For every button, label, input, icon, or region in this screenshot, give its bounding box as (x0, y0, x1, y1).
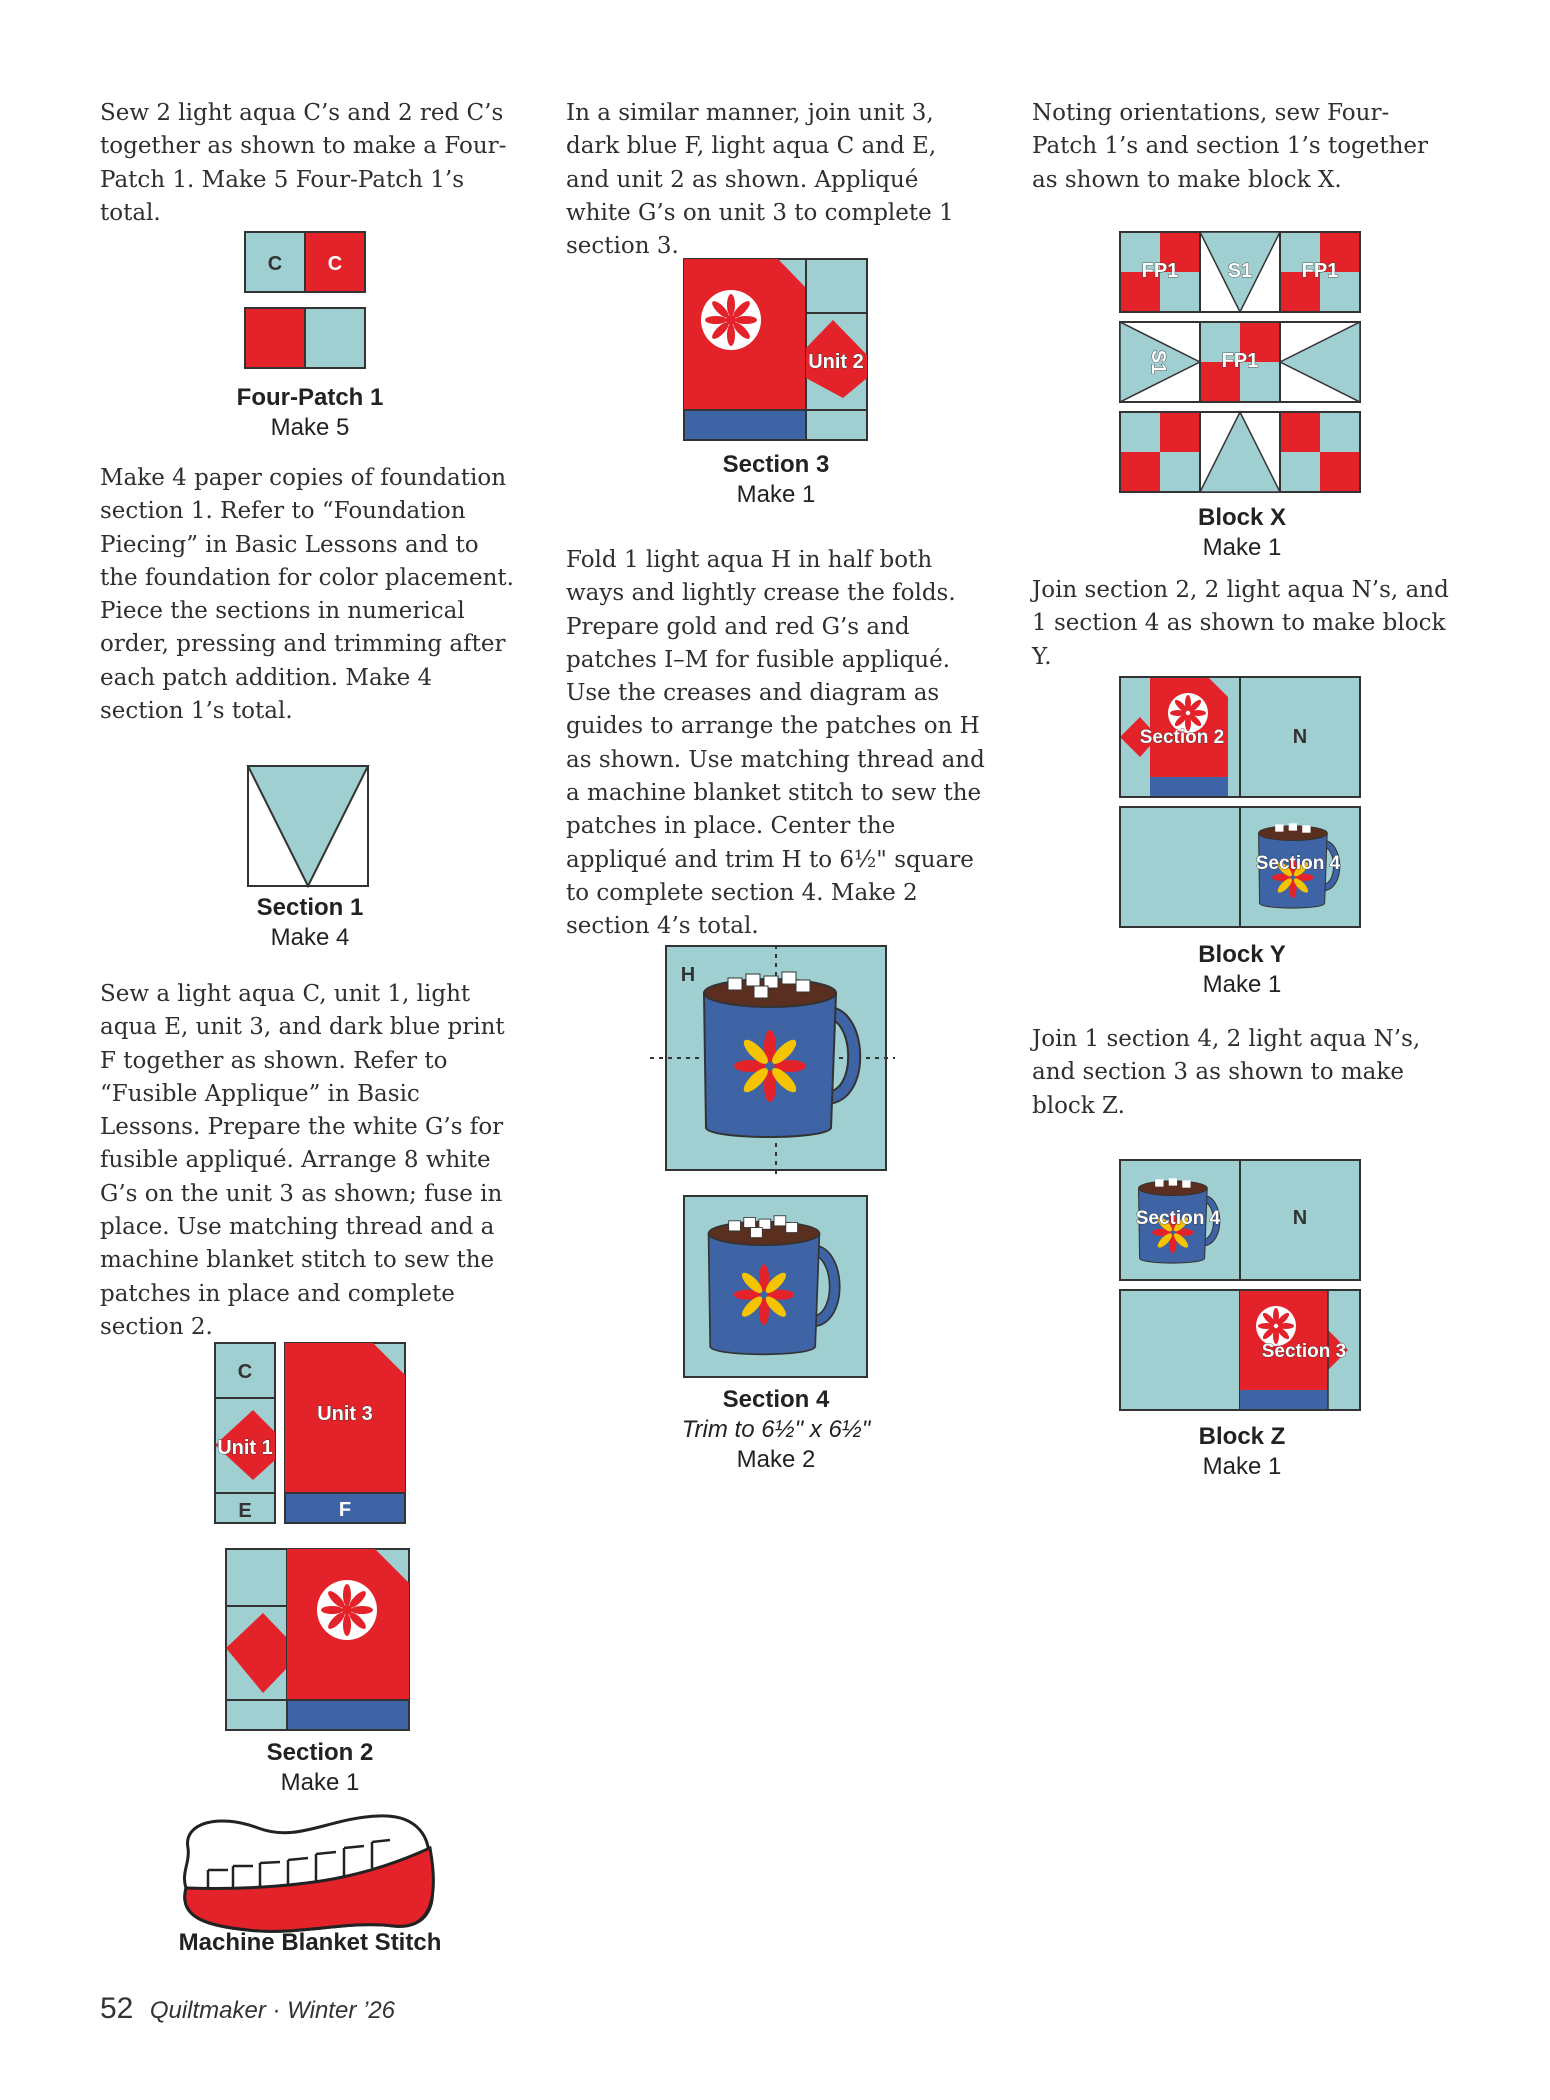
patch-e-label: E (238, 1500, 252, 1522)
four-patch-diagram (240, 230, 370, 370)
intro-paragraph: Sew 2 light aqua C’s and 2 red C’s together as shown to make a Four-Patch 1. Make 5 Four-Patch 1’s total. (100, 100, 507, 226)
caption-title: Block X (1197, 504, 1287, 531)
section-4-label: Section 4 (1135, 1208, 1221, 1229)
section-3-paragraph: In a similar manner, join unit 3, dark blue F, light aqua C and E, and unit 2 as shown. Appliqué white G’s on unit 3 to complete 1 section 3. (566, 100, 954, 260)
section-4-diagram (683, 1195, 873, 1380)
section-4-caption (646, 1385, 906, 1475)
patch-c-label: C (237, 1361, 253, 1383)
unit-2-label: Unit 2 (808, 351, 864, 373)
block-x-diagram (1118, 230, 1368, 495)
section-2-paragraph: Sew a light aqua C, unit 1, light aqua E, unit 3, and dark blue print F together as shown. Refer to “Fusible Applique” in Basic Lessons. Prepare the white G’s for fusible appliqué. Arrange 8 white G’s on the unit 3 as shown; fuse in place. Use matching thread and a machine blanket stitch to sew the patches in place and complete section 2. (100, 981, 505, 1340)
block-z-caption (1132, 1422, 1352, 1482)
caption-sub: Make 1 (1202, 1453, 1282, 1480)
section-4-paragraph: Fold 1 light aqua H in half both ways and lightly crease the folds. Prepare gold and red G’s and patches I–M for fusible appliqué. Use the creases and diagram as guides to arrange the patches on H as shown. Use matching thread and a machine blanket stitch to sew the patches in place. Center the appliqué and trim H to 6½" square to complete section 4. Make 2 section 4’s total. (566, 547, 985, 940)
caption-title: Block Y (1198, 941, 1286, 968)
caption-sub: Make 1 (1202, 971, 1282, 998)
block-z-paragraph: Join 1 section 4, 2 light aqua N’s, and section 3 as shown to make block Z. (1032, 1026, 1421, 1119)
section-2-assembly-diagram (208, 1340, 408, 1525)
section-1-diagram (247, 765, 369, 887)
publication-name: Quiltmaker · Winter ’26 (149, 1997, 396, 2024)
fp1-label: FP1 (1141, 260, 1179, 282)
caption-title: Section 4 (722, 1386, 830, 1413)
section-2-caption (210, 1738, 430, 1798)
block-y-caption (1132, 940, 1352, 1000)
s1-label: S1 (1227, 260, 1253, 282)
section-4-label: Section 4 (1255, 853, 1341, 874)
fp1-label: FP1 (1221, 350, 1259, 372)
caption-title: Machine Blanket Stitch (178, 1929, 442, 1956)
blanket-stitch-caption (160, 1928, 460, 1958)
caption-sub: Make 2 (736, 1446, 816, 1473)
caption-sub: Make 4 (270, 924, 350, 951)
section-1-caption (200, 893, 420, 953)
mug-placement-diagram (650, 945, 895, 1175)
caption-trim: Trim to 6½" x 6½" (681, 1416, 871, 1443)
block-z-diagram (1118, 1158, 1368, 1413)
unit-3-label: Unit 3 (317, 1403, 373, 1425)
block-x-caption (1132, 503, 1352, 563)
foundation-paragraph: Make 4 paper copies of foundation section 1. Refer to “Foundation Piecing” in Basic Lessons and to the foundation for color placement. Piece the sections in numerical order, pressing and trimming after each patch addition. Make 4 section 1’s total. (100, 465, 514, 725)
block-y-paragraph: Join section 2, 2 light aqua N’s, and 1 section 4 as shown to make block Y. (1032, 577, 1449, 670)
caption-sub: Make 1 (736, 481, 816, 508)
page-footer (100, 1992, 395, 2026)
caption-title: Four-Patch 1 (236, 384, 384, 411)
section-2-diagram (225, 1548, 410, 1733)
four-patch-caption (200, 383, 420, 443)
caption-sub: Make 1 (280, 1769, 360, 1796)
caption-sub: Make 5 (270, 414, 350, 441)
section-3-diagram (683, 258, 868, 443)
caption-sub: Make 1 (1202, 534, 1282, 561)
caption-title: Block Z (1198, 1423, 1286, 1450)
caption-title: Section 2 (266, 1739, 374, 1766)
fp1-label: FP1 (1301, 260, 1339, 282)
patch-c-label: C (327, 253, 343, 275)
page-number: 52 (100, 1992, 134, 2025)
patch-n-label: N (1292, 1207, 1308, 1229)
section-3-caption (666, 450, 886, 510)
block-y-diagram (1118, 675, 1368, 930)
patch-c-label: C (267, 253, 283, 275)
s1-label: S1 (1147, 349, 1169, 375)
caption-title: Section 1 (256, 894, 364, 921)
patch-h-label: H (680, 964, 696, 986)
blanket-stitch-illustration (178, 1808, 438, 1938)
section-2-label: Section 2 (1139, 727, 1225, 748)
section-3-label: Section 3 (1261, 1341, 1347, 1362)
patch-f-label: F (338, 1499, 352, 1521)
unit-1-label: Unit 1 (217, 1437, 273, 1459)
block-x-paragraph: Noting orientations, sew Four-Patch 1’s and section 1’s together as shown to make block X. (1032, 100, 1429, 193)
patch-n-label: N (1292, 726, 1308, 748)
caption-title: Section 3 (722, 451, 830, 478)
